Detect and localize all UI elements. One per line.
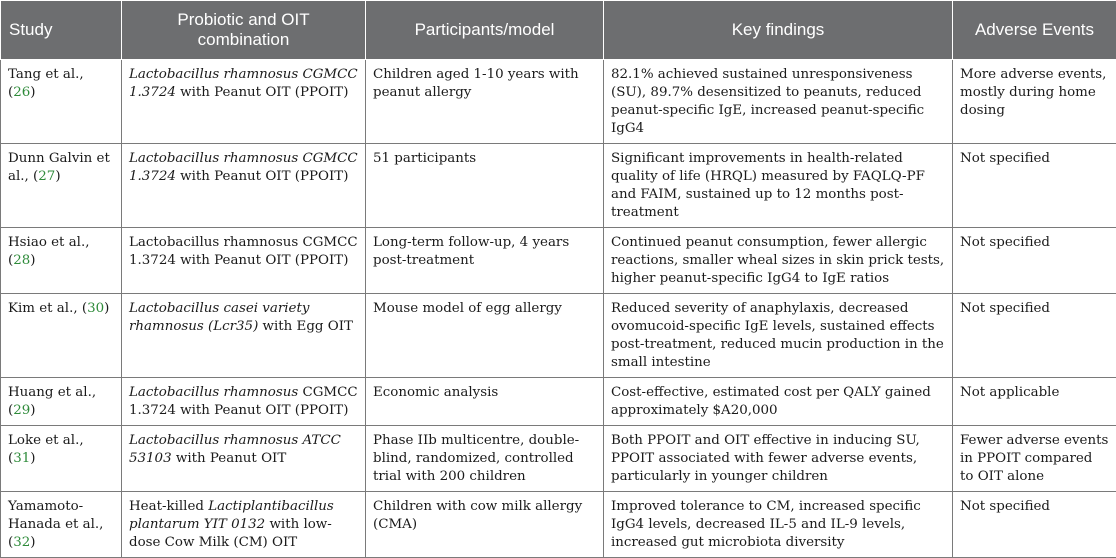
findings-cell: Reduced severity of anaphylaxis, decreased ovomucoid-specific IgE levels, sustained effects post-treatment, reduced mucin production in the small intestine <box>604 294 953 378</box>
study-cell: Hsiao et al., (28) <box>1 228 122 294</box>
probiotic-cell: Lactobacillus rhamnosus CGMCC 1.3724 with Peanut OIT (PPOIT) <box>122 228 366 294</box>
reference-link[interactable]: 32 <box>13 535 30 550</box>
header-row <box>1 1 1116 60</box>
participants-cell: 51 participants <box>366 144 604 228</box>
study-cell: Kim et al., (30) <box>1 294 122 378</box>
findings-cell: Both PPOIT and OIT effective in inducing SU, PPOIT associated with fewer adverse events, particularly in younger children <box>604 426 953 492</box>
header-probiotic: Probiotic and OIT combination <box>122 1 366 60</box>
findings-cell: Continued peanut consumption, fewer allergic reactions, smaller wheal sizes in skin prick tests, higher peanut-specific IgG4 to IgE ratios <box>604 228 953 294</box>
study-cell: Tang et al., (26) <box>1 60 122 144</box>
reference-link[interactable]: 29 <box>13 403 30 418</box>
reference-link[interactable]: 27 <box>38 169 55 184</box>
reference-link[interactable]: 28 <box>13 253 30 268</box>
findings-cell: Cost-effective, estimated cost per QALY gained approximately $A20,000 <box>604 378 953 426</box>
reference-link[interactable]: 31 <box>13 451 30 466</box>
participants-cell: Economic analysis <box>366 378 604 426</box>
adverse-events-cell: Fewer adverse events in PPOIT compared to OIT alone <box>953 426 1116 492</box>
adverse-events-cell: Not specified <box>953 144 1116 228</box>
header-adverse-events: Adverse Events <box>953 1 1116 60</box>
participants-cell: Children with cow milk allergy (CMA) <box>366 492 604 558</box>
study-cell: Huang et al., (29) <box>1 378 122 426</box>
adverse-events-cell: Not specified <box>953 228 1116 294</box>
table-row <box>1 228 1116 294</box>
adverse-events-cell: Not specified <box>953 492 1116 558</box>
participants-cell: Mouse model of egg allergy <box>366 294 604 378</box>
adverse-events-cell: More adverse events, mostly during home dosing <box>953 60 1116 144</box>
table-row <box>1 144 1116 228</box>
header-study: Study <box>1 1 122 60</box>
probiotic-cell: Lactobacillus rhamnosus CGMCC 1.3724 with Peanut OIT (PPOIT) <box>122 60 366 144</box>
findings-cell: Improved tolerance to CM, increased specific IgG4 levels, decreased IL-5 and IL-9 levels, increased gut microbiota diversity <box>604 492 953 558</box>
study-cell: Dunn Galvin et al., (27) <box>1 144 122 228</box>
findings-cell: Significant improvements in health-related quality of life (HRQL) measured by FAQLQ-PF and FAIM, sustained up to 12 months post-treatment <box>604 144 953 228</box>
adverse-events-cell: Not applicable <box>953 378 1116 426</box>
participants-cell: Phase IIb multicentre, double-blind, randomized, controlled trial with 200 children <box>366 426 604 492</box>
probiotic-cell: Lactobacillus rhamnosus CGMCC 1.3724 with Peanut OIT (PPOIT) <box>122 378 366 426</box>
participants-cell: Children aged 1-10 years with peanut allergy <box>366 60 604 144</box>
header-findings: Key findings <box>604 1 953 60</box>
adverse-events-cell: Not specified <box>953 294 1116 378</box>
table-row <box>1 294 1116 378</box>
table-body <box>1 60 1116 558</box>
table-row <box>1 492 1116 558</box>
participants-cell: Long-term follow-up, 4 years post-treatment <box>366 228 604 294</box>
study-cell: Loke et al., (31) <box>1 426 122 492</box>
probiotic-cell: Lactobacillus rhamnosus ATCC 53103 with Peanut OIT <box>122 426 366 492</box>
table-row <box>1 60 1116 144</box>
reference-link[interactable]: 26 <box>13 85 30 100</box>
probiotic-cell: Heat-killed Lactiplantibacillus plantarum YIT 0132 with low-dose Cow Milk (CM) OIT <box>122 492 366 558</box>
probiotic-cell: Lactobacillus rhamnosus CGMCC 1.3724 with Peanut OIT (PPOIT) <box>122 144 366 228</box>
reference-link[interactable]: 30 <box>87 301 104 316</box>
probiotic-cell: Lactobacillus casei variety rhamnosus (Lcr35) with Egg OIT <box>122 294 366 378</box>
findings-cell: 82.1% achieved sustained unresponsiveness (SU), 89.7% desensitized to peanuts, reduced peanut-specific IgE, increased peanut-specific IgG4 <box>604 60 953 144</box>
table-row <box>1 426 1116 492</box>
table-row <box>1 378 1116 426</box>
header-participants: Participants/model <box>366 1 604 60</box>
study-cell: Yamamoto-Hanada et al., (32) <box>1 492 122 558</box>
table-header <box>1 1 1116 60</box>
